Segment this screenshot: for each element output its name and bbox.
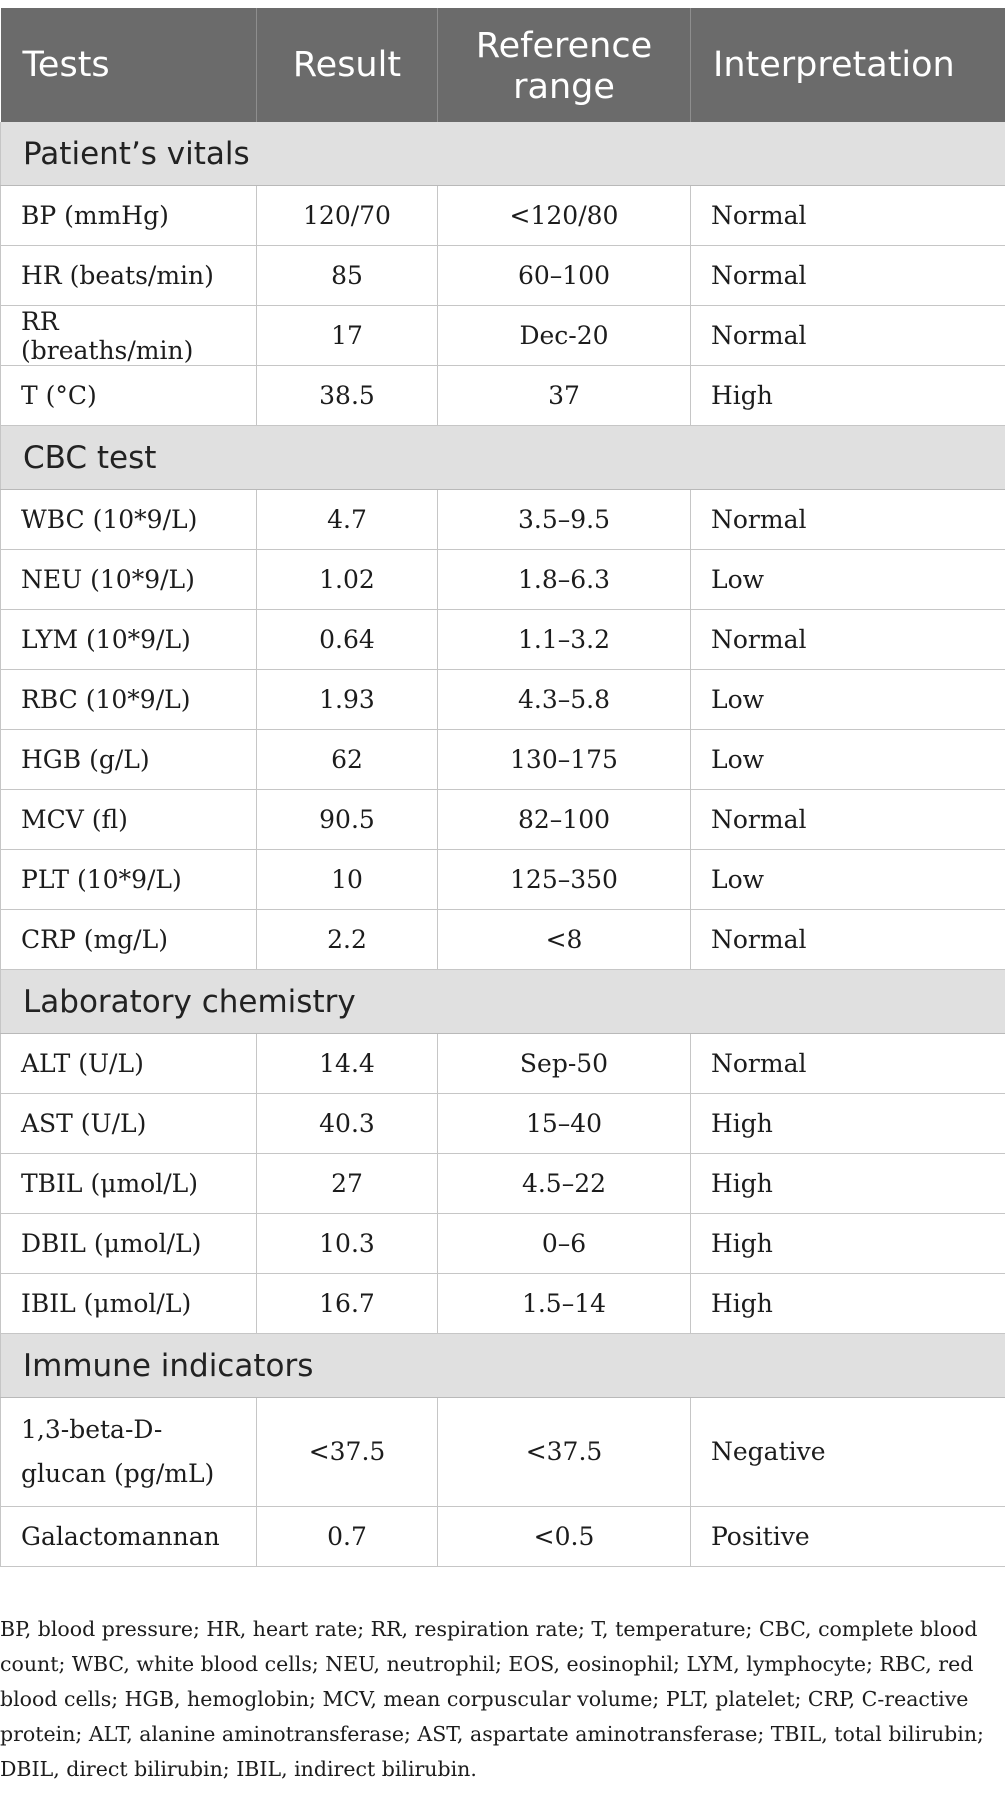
cell-reference: 82–100: [438, 790, 691, 850]
cell-test: BP (mmHg): [1, 186, 257, 246]
cell-result: 40.3: [257, 1094, 438, 1154]
cell-interpretation: High: [691, 1274, 1005, 1334]
cell-reference: 3.5–9.5: [438, 490, 691, 550]
cell-result: 1.02: [257, 550, 438, 610]
cell-reference: 15–40: [438, 1094, 691, 1154]
table-row: [1, 1214, 1005, 1274]
cell-result: 14.4: [257, 1034, 438, 1094]
cell-interpretation: High: [691, 366, 1005, 426]
table-row: [1, 1154, 1005, 1214]
cell-reference: 4.3–5.8: [438, 670, 691, 730]
cell-test: HGB (g/L): [1, 730, 257, 790]
cell-reference: 125–350: [438, 850, 691, 910]
cell-test: DBIL (μmol/L): [1, 1214, 257, 1274]
table-row: [1, 1274, 1005, 1334]
cell-interpretation: Low: [691, 670, 1005, 730]
cell-interpretation: Normal: [691, 1034, 1005, 1094]
cell-result: 16.7: [257, 1274, 438, 1334]
section-title: CBC test: [1, 426, 1005, 490]
cell-test: NEU (10*9/L): [1, 550, 257, 610]
cell-interpretation: Normal: [691, 910, 1005, 970]
cell-test: ALT (U/L): [1, 1034, 257, 1094]
cell-reference: 4.5–22: [438, 1154, 691, 1214]
cell-interpretation: High: [691, 1094, 1005, 1154]
cell-interpretation: Normal: [691, 610, 1005, 670]
cell-reference: 1.8–6.3: [438, 550, 691, 610]
table-row: [1, 910, 1005, 970]
table-row: [1, 790, 1005, 850]
cell-test: T (°C): [1, 366, 257, 426]
table-row: [1, 490, 1005, 550]
table-row: [1, 550, 1005, 610]
cell-interpretation: High: [691, 1154, 1005, 1214]
table-row: [1, 610, 1005, 670]
cell-result: 4.7: [257, 490, 438, 550]
cell-result: 90.5: [257, 790, 438, 850]
cell-result: <37.5: [257, 1398, 438, 1507]
cell-test: 1,3-beta-D-glucan (pg/mL): [1, 1398, 257, 1507]
lab-results-table: [0, 8, 1005, 1567]
cell-interpretation: Normal: [691, 186, 1005, 246]
table-header-row: [1, 8, 1005, 122]
header-interpretation: Interpretation: [691, 8, 1005, 122]
cell-result: 27: [257, 1154, 438, 1214]
cell-reference: Sep-50: [438, 1034, 691, 1094]
cell-result: 0.64: [257, 610, 438, 670]
table-body: [1, 122, 1005, 1567]
lab-results-table-container: [0, 8, 1005, 1567]
cell-test: TBIL (μmol/L): [1, 1154, 257, 1214]
cell-interpretation: Normal: [691, 306, 1005, 366]
section-row: [1, 1334, 1005, 1398]
cell-test: Galactomannan: [1, 1507, 257, 1567]
cell-reference: 130–175: [438, 730, 691, 790]
table-row: [1, 1507, 1005, 1567]
cell-reference: 37: [438, 366, 691, 426]
cell-interpretation: Low: [691, 550, 1005, 610]
cell-test: IBIL (μmol/L): [1, 1274, 257, 1334]
table-row: [1, 306, 1005, 366]
cell-interpretation: Normal: [691, 490, 1005, 550]
cell-interpretation: Normal: [691, 246, 1005, 306]
cell-interpretation: Low: [691, 850, 1005, 910]
cell-reference: 1.5–14: [438, 1274, 691, 1334]
cell-result: 2.2: [257, 910, 438, 970]
header-reference-line2: range: [513, 67, 615, 107]
table-row: [1, 366, 1005, 426]
cell-result: 120/70: [257, 186, 438, 246]
section-title: Laboratory chemistry: [1, 970, 1005, 1034]
cell-test: RR (breaths/min): [1, 306, 257, 366]
section-row: [1, 122, 1005, 186]
cell-result: 10.3: [257, 1214, 438, 1274]
section-row: [1, 426, 1005, 490]
section-row: [1, 970, 1005, 1034]
cell-result: 85: [257, 246, 438, 306]
cell-reference: <8: [438, 910, 691, 970]
cell-reference: 1.1–3.2: [438, 610, 691, 670]
table-row: [1, 1094, 1005, 1154]
cell-result: 0.7: [257, 1507, 438, 1567]
table-row: [1, 850, 1005, 910]
cell-test: LYM (10*9/L): [1, 610, 257, 670]
cell-result: 1.93: [257, 670, 438, 730]
cell-interpretation: Negative: [691, 1398, 1005, 1507]
cell-reference: <120/80: [438, 186, 691, 246]
table-row: [1, 1034, 1005, 1094]
cell-test: AST (U/L): [1, 1094, 257, 1154]
cell-test: RBC (10*9/L): [1, 670, 257, 730]
header-result: Result: [257, 8, 438, 122]
table-row: [1, 246, 1005, 306]
cell-test: WBC (10*9/L): [1, 490, 257, 550]
table-row: [1, 1398, 1005, 1507]
cell-result: 10: [257, 850, 438, 910]
cell-interpretation: High: [691, 1214, 1005, 1274]
cell-test: CRP (mg/L): [1, 910, 257, 970]
cell-result: 62: [257, 730, 438, 790]
table-footnote: BP, blood pressure; HR, heart rate; RR, respiration rate; T, temperature; CBC, complete blood count; WBC, white blood cells; NEU, neutrophil; EOS, eosinophil; LYM, lymphocyte; RBC, red blood cells; HGB, hemoglobin; MCV, mean corpuscular volume; PLT, platelet; CRP, C-reactive protein; ALT, alanine aminotransferase; AST, aspartate aminotransferase; TBIL, total bilirubin; DBIL, direct bilirubin; IBIL, indirect bilirubin.: [0, 1617, 984, 1781]
cell-test: MCV (fl): [1, 790, 257, 850]
table-row: [1, 730, 1005, 790]
section-title: Patient’s vitals: [1, 122, 1005, 186]
cell-reference: Dec-20: [438, 306, 691, 366]
cell-interpretation: Positive: [691, 1507, 1005, 1567]
cell-result: 38.5: [257, 366, 438, 426]
table-row: [1, 186, 1005, 246]
cell-test: HR (beats/min): [1, 246, 257, 306]
cell-reference: 0–6: [438, 1214, 691, 1274]
cell-result: 17: [257, 306, 438, 366]
cell-reference: 60–100: [438, 246, 691, 306]
cell-reference: <0.5: [438, 1507, 691, 1567]
cell-interpretation: Normal: [691, 790, 1005, 850]
cell-interpretation: Low: [691, 730, 1005, 790]
header-reference-range: [438, 8, 691, 122]
header-tests: Tests: [1, 8, 257, 122]
cell-test: PLT (10*9/L): [1, 850, 257, 910]
section-title: Immune indicators: [1, 1334, 1005, 1398]
cell-reference: <37.5: [438, 1398, 691, 1507]
table-row: [1, 670, 1005, 730]
header-reference-line1: Reference: [475, 26, 653, 66]
